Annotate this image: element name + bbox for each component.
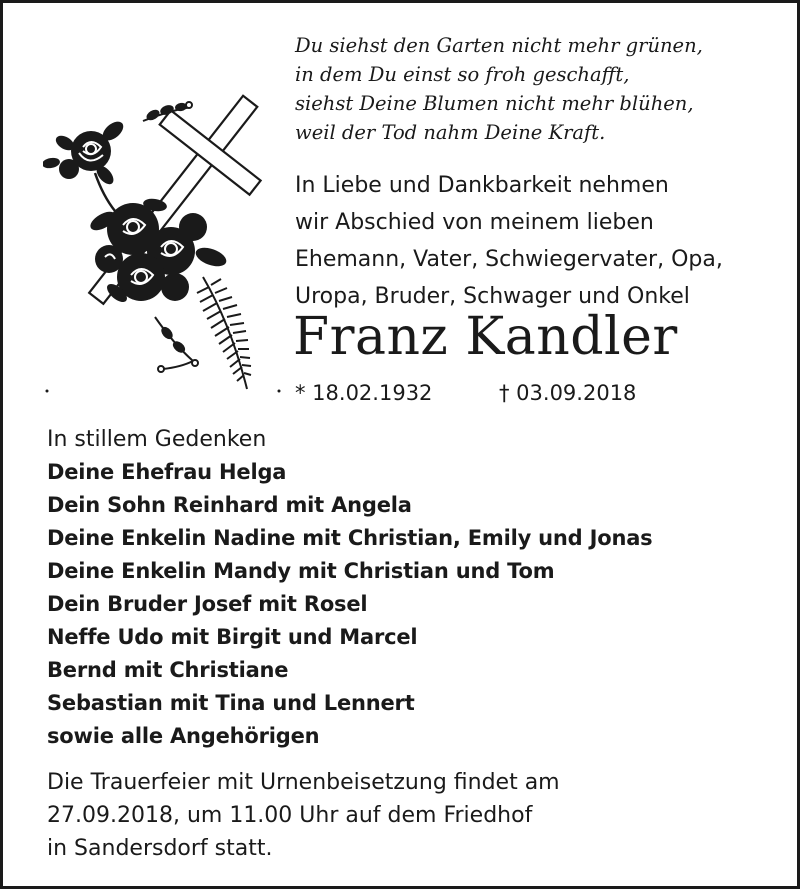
birth-date: * 18.02.1932 — [295, 381, 433, 405]
mourner-entry: Sebastian mit Tina und Lennert — [47, 691, 415, 715]
mourner-entry: Deine Enkelin Nadine mit Christian, Emily und Jonas — [47, 526, 653, 550]
mourner-entry: Dein Sohn Reinhard mit Angela — [47, 493, 412, 517]
poem-line: in dem Du einst so froh geschafft, — [295, 63, 630, 86]
intro-line: Ehemann, Vater, Schwiegervater, Opa, — [295, 247, 723, 272]
funeral-service-info — [47, 766, 767, 865]
mourners-list — [47, 423, 767, 753]
mourner-entry: sowie alle Angehörigen — [47, 724, 320, 748]
memorial-poem — [295, 31, 775, 147]
poem-line: weil der Tod nahm Deine Kraft. — [295, 121, 606, 144]
life-dates — [295, 378, 775, 408]
cross-with-roses-icon — [43, 81, 283, 396]
poem-line: siehst Deine Blumen nicht mehr blühen, — [295, 92, 694, 115]
mourners-heading: In stillem Gedenken — [47, 427, 267, 452]
mourner-entry: Deine Enkelin Mandy mit Christian und Tom — [47, 559, 555, 583]
deceased-name: Franz Kandler — [293, 307, 678, 367]
service-line: Die Trauerfeier mit Urnenbeisetzung findet am — [47, 770, 560, 795]
farewell-intro — [295, 167, 785, 315]
mourner-entry: Bernd mit Christiane — [47, 658, 289, 682]
poem-line: Du siehst den Garten nicht mehr grünen, — [295, 34, 703, 57]
intro-line: Uropa, Bruder, Schwager und Onkel — [295, 284, 690, 309]
service-line: in Sandersdorf statt. — [47, 836, 273, 861]
service-line: 27.09.2018, um 11.00 Uhr auf dem Friedhof — [47, 803, 533, 828]
intro-line: wir Abschied von meinem lieben — [295, 210, 654, 235]
mourner-entry: Neffe Udo mit Birgit und Marcel — [47, 625, 418, 649]
intro-line: In Liebe und Dankbarkeit nehmen — [295, 173, 669, 198]
mourner-entry: Dein Bruder Josef mit Rosel — [47, 592, 368, 616]
death-date: † 03.09.2018 — [499, 381, 637, 405]
mourner-entry: Deine Ehefrau Helga — [47, 460, 287, 484]
